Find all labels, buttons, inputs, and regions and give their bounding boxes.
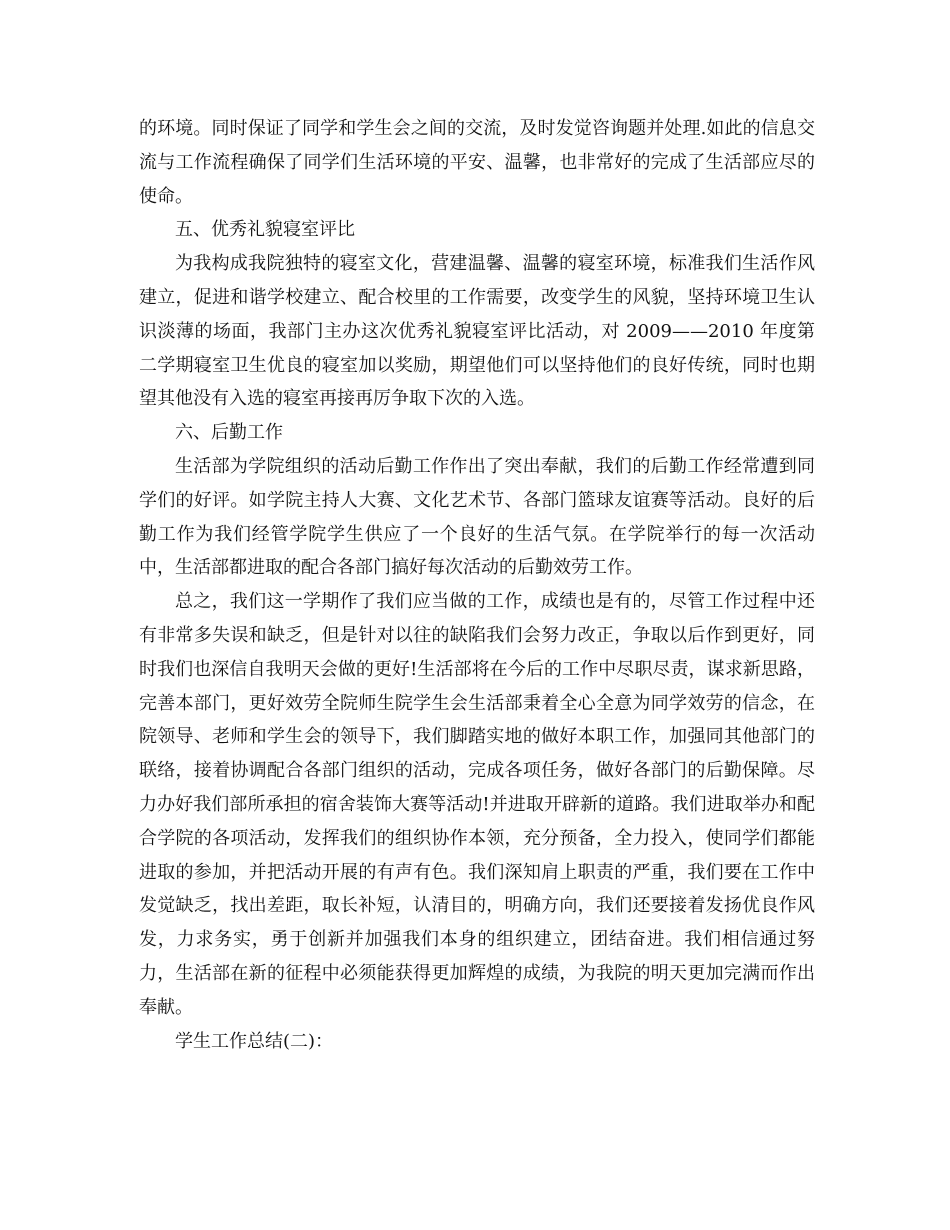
section-heading-summary-two: 学生工作总结(二)： <box>175 1030 334 1052</box>
paragraph-logistics: 生活部为学院组织的活动后勤工作作出了突出奉献，我们的后勤工作经常遭到同学们的好评。如学院主持人大赛、文化艺术节、各部门篮球友谊赛等活动。良好的后勤工作为我们经管学院学生供应了一个良好的生活气氛。在学院举行的每一次活动中，生活部都进取的配合各部门搞好每次活动的后勤效劳工作。 <box>139 455 815 579</box>
section-heading-dorm-evaluation: 五、优秀礼貌寝室评比 <box>175 219 355 241</box>
document-body <box>139 112 815 1058</box>
paragraph-environment-continuation: 的环境。同时保证了同学和学生会之间的交流，及时发觉咨询题并处理.如此的信息交流与工作流程确保了同学们生活环境的平安、温馨，也非常好的完成了生活部应尽的使命。 <box>139 118 815 207</box>
section-heading-logistics: 六、后勤工作 <box>175 422 283 444</box>
paragraph-dorm-evaluation: 为我构成我院独特的寝室文化，营建温馨、温馨的寝室环境，标准我们生活作风建立，促进和谐学校建立、配合校里的工作需要，改变学生的风貌，坚持环境卫生认识淡薄的场面，我部门主办这次优秀礼貌寝室评比活动，对 2009——2010 年度第二学期寝室卫生优良的寝室加以奖励，期望他们可以坚持他们的良好传统，同时也期望其他没有入选的寝室再接再厉争取下次的入选。 <box>139 253 815 410</box>
paragraph-conclusion: 总之，我们这一学期作了我们应当做的工作，成绩也是有的，尽管工作过程中还有非常多失误和缺乏，但是针对以往的缺陷我们会努力改正，争取以后作到更好，同时我们也深信自我明天会做的更好!生活部将在今后的工作中尽职尽责，谋求新思路，完善本部门，更好效劳全院师生院学生会生活部秉着全心全意为同学效劳的信念，在院领导、老师和学生会的领导下，我们脚踏实地的做好本职工作，加强同其他部门的联络，接着协调配合各部门组织的活动，完成各项任务，做好各部门的后勤保障。尽力办好我们部所承担的宿舍装饰大赛等活动!并进取开辟新的道路。我们进取举办和配合学院的各项活动，发挥我们的组织协作本领，充分预备，全力投入，使同学们都能进取的参加，并把活动开展的有声有色。我们深知肩上职责的严重，我们要在工作中发觉缺乏，找出差距，取长补短，认清目的，明确方向，我们还要接着发扬优良作风发，力求务实，勇于创新并加强我们本身的组织建立，团结奋进。我们相信通过努力，生活部在新的征程中必须能获得更加辉煌的成绩，为我院的明天更加完满而作出奉献。 <box>139 591 815 1018</box>
